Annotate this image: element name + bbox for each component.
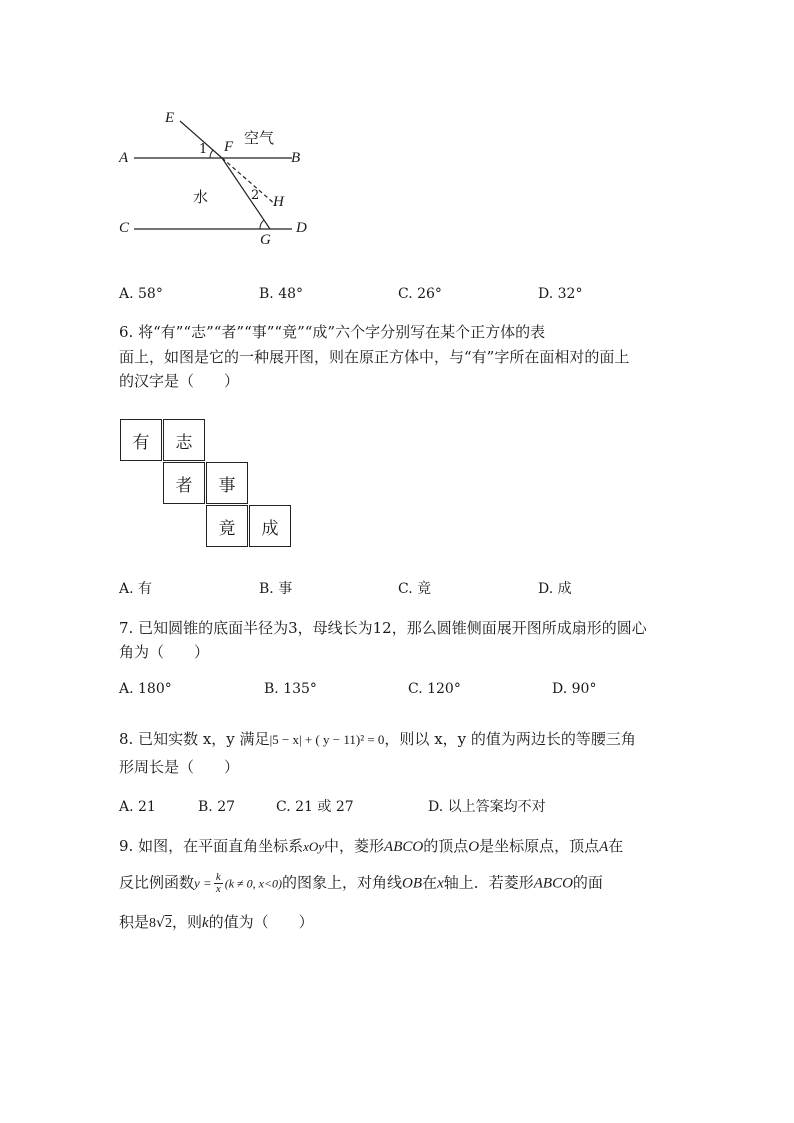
q9-frac-den: x [215,883,221,895]
q7-stem-line1: 7. 已知圆锥的底面半径为3，母线长为12，那么圆锥侧面展开图所成扇形的圆心 [119,619,647,637]
q6-stem-line1: 6. 将“有”“志”“者”“事”“竟”“成”六个字分别写在某个正方体的表 [119,323,546,341]
q7-option-c: C. 120° [408,681,461,697]
q9-condition: (k ≠ 0, x<0) [224,876,283,891]
q5-option-c: C. 26° [398,286,442,302]
q9-text: 的值为（ ） [208,913,314,931]
q7-option-b: B. 135° [264,681,317,697]
q8-stem-line1 [119,729,636,750]
q9-xoy: xOy [303,839,325,854]
q9-abco: ABCO [384,839,424,855]
label-b: B [291,150,301,166]
net-cell-cheng: 成 [249,505,291,547]
air-label: 空气 [244,129,275,147]
q9-sqrt: √ [156,915,165,931]
q8-option-a: A. 21 [119,799,156,815]
q8-suffix: ，则以 x，y 的值为两边长的等腰三角 [384,730,636,748]
q9-text: ，则 [171,913,202,931]
label-f: F [224,139,234,155]
q9-text: 在 [608,837,624,855]
q9-text: 中，菱形 [324,837,385,855]
q8-formula: |5 − x| + ( y − 11)² = 0 [269,732,385,747]
q9-frac-num: k [215,871,221,883]
label-e: E [165,110,175,126]
q7-option-d: D. 90° [552,681,597,697]
q9-text: 在 [422,873,438,892]
q6-stem-line2: 面上，如图是它的一种展开图，则在原正方体中，与“有”字所在面相对的面上 [119,348,630,366]
q9-ob: OB [402,875,423,892]
q9-k: k [201,915,209,931]
q5-option-b: B. 48° [259,286,304,302]
q9-radicand: 2 [164,916,172,931]
q9-text: 的面 [572,873,603,892]
q9-text: 轴上．若菱形 [443,873,534,892]
q6-option-b: B. 事 [259,581,293,597]
q9-text: 是坐标原点，顶点 [479,837,600,855]
label-c: C [119,220,130,236]
q8-prefix: 8. 已知实数 x，y 满足 [119,730,270,748]
net-cell-zhi: 志 [163,419,205,461]
ray-fg [222,158,270,229]
q6-option-a: A. 有 [119,581,153,597]
label-d: D [296,220,307,236]
q9-text: 9. 如图，在平面直角坐标系 [119,837,304,855]
q9-x: x [437,875,444,892]
q9-stem-line3 [119,912,314,934]
q9-text: 积是 [119,913,150,931]
angle-2-label: 2 [251,188,260,203]
q8-option-d: D. 以上答案均不对 [428,799,546,815]
q9-fraction [214,872,223,895]
label-a: A [119,150,129,166]
q9-a: A [599,839,609,855]
q6-option-c: C. 竟 [398,581,432,597]
q9-text: 的图象上，对角线 [282,873,403,892]
q8-stem-line2: 形周长是（ ） [119,758,240,776]
q8-option-b: B. 27 [198,799,236,815]
angle-1-arc [210,150,213,158]
label-g: G [260,232,271,248]
q6-stem-line3: 的汉字是（ ） [119,372,240,390]
net-cell-shi: 事 [206,462,248,504]
angle-2-arc [260,220,264,229]
q9-y-equals: y = [194,875,212,891]
q9-area-coef: 8 [149,916,157,931]
angle-1-label: 1 [199,142,208,157]
net-cell-you: 有 [120,419,162,461]
q9-text: 的顶点 [423,837,469,855]
q5-option-d: D. 32° [538,286,583,302]
label-h: H [273,194,284,210]
q9-o: O [468,839,480,855]
q9-text: 反比例函数 [119,873,195,892]
net-cell-zhe: 者 [163,462,205,504]
q9-stem-line1 [119,836,623,857]
q7-stem-line2: 角为（ ） [119,643,210,661]
q5-option-a: A. 58° [119,286,163,302]
net-cell-jing: 竟 [206,505,248,547]
q7-option-a: A. 180° [119,681,172,697]
q9-abco: ABCO [533,875,573,892]
water-label: 水 [193,188,209,206]
q6-option-d: D. 成 [538,581,572,597]
q8-option-c: C. 21 或 27 [276,799,354,815]
q9-stem-line2 [119,872,603,895]
